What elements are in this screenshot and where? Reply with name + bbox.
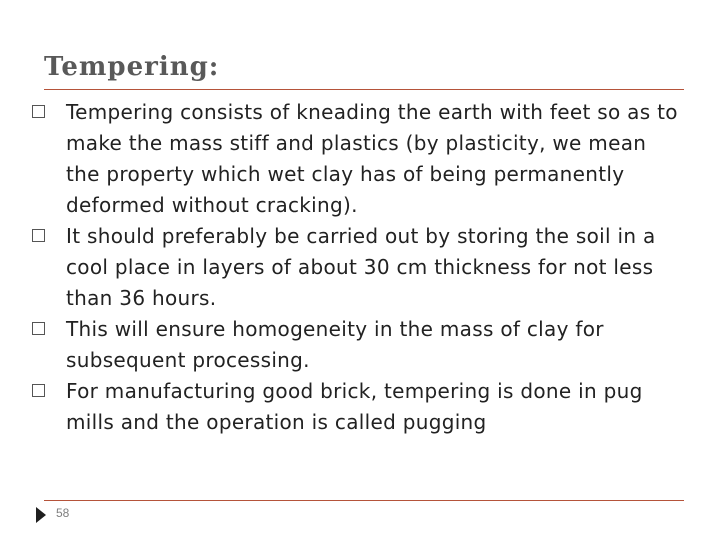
triangle-right-icon (36, 507, 46, 523)
page-number: 58 (56, 506, 70, 520)
bullet-text: It should preferably be carried out by storing the soil in a cool place in layers of about 30 cm thickness for not less than 36 hours. (66, 224, 656, 310)
title-divider (44, 89, 684, 90)
bullet-item (32, 314, 680, 376)
footer-divider (44, 500, 684, 501)
bullet-text: For manufacturing good brick, tempering is done in pug mills and the operation is called pugging (66, 379, 643, 434)
bullet-item (32, 376, 680, 438)
bullet-item (32, 97, 680, 221)
square-bullet-icon (32, 229, 45, 242)
bullet-item (32, 221, 680, 314)
square-bullet-icon (32, 384, 45, 397)
square-bullet-icon (32, 322, 45, 335)
bullet-text: Tempering consists of kneading the earth with feet so as to make the mass stiff and plastics (by plasticity, we mean the property which wet clay has of being permanently deformed without cracking). (66, 100, 678, 217)
square-bullet-icon (32, 105, 45, 118)
bullet-list (32, 97, 680, 438)
slide-title: Tempering: (44, 52, 220, 82)
bullet-text: This will ensure homogeneity in the mass of clay for subsequent processing. (66, 317, 604, 372)
